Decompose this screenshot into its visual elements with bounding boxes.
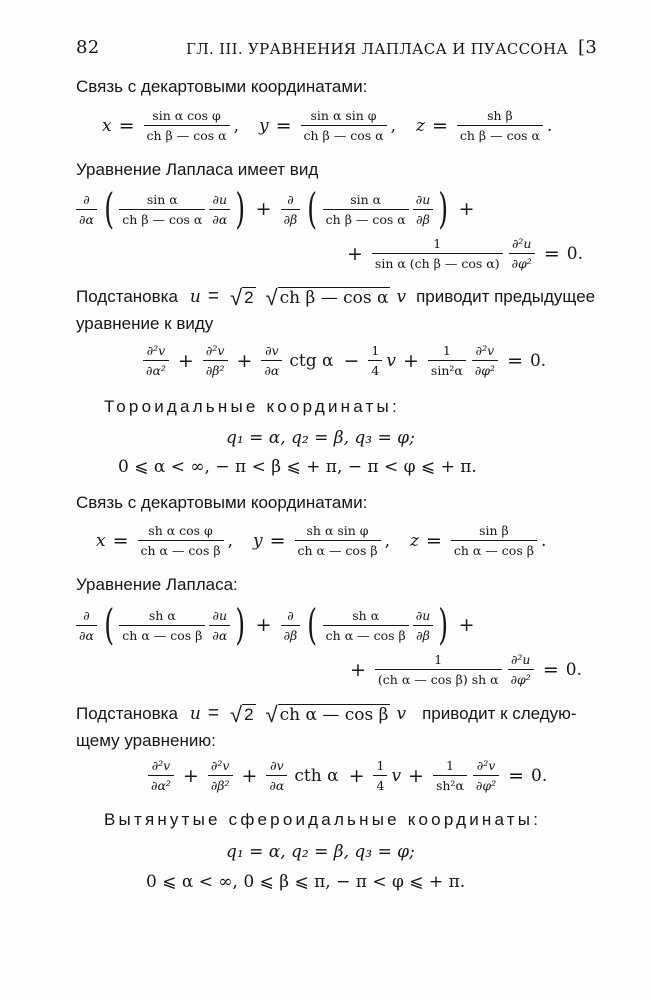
toroidal-heading: Тороидальные координаты: (104, 397, 400, 416)
running-title: ГЛ. III. УРАВНЕНИЯ ЛАПЛАСА И ПУАССОНА (186, 40, 569, 58)
denominator: ch β — cos α (323, 209, 409, 227)
substitution-2-line1: Подстановка u = √ 2 √ ch α — cos β v приводит к следую- (76, 701, 577, 727)
laplace-eq-1-line2: + $\frac{1}{\text{sin α (ch β — cos α)}}$ $\frac{\text{∂²u}}{\text{∂φ²}}$ = 0. (347, 236, 583, 271)
numerator: sin α cos φ (152, 108, 221, 123)
numerator: sh α cos φ (148, 523, 213, 538)
numerator: ( sh α (148, 607, 176, 623)
prolate-ranges: 0 ⩽ α < ∞, 0 ⩽ β ⩽ π, − π < φ ⩽ + π. (146, 872, 466, 892)
sqrt-body: 2 (244, 287, 254, 307)
numerator: ( sh α (352, 607, 380, 623)
cartesian-relations-1: x = $\frac{\text{sin α cos φ}}{\text{ch β — cos α}}$ , y = $\frac{\text{sin α sin φ}}{\text{ch β — cos α}}$ , z = $\frac{\text{sh β}}{\text{ch β — cos α}}$ . (102, 108, 553, 143)
denominator: ch α — cos β (295, 540, 381, 558)
denominator: ch β — cos α (144, 125, 230, 143)
laplace-heading: Уравнение Лапласа имеет вид (76, 160, 319, 179)
denominator: ch α — cos β (138, 540, 224, 558)
reduced-eq-2: $\frac{\text{∂²v}}{\text{∂α²}}$ + $\frac{\text{∂²v}}{\text{∂β²}}$ + $\frac{\partial v}{\partial\alpha}$ cth α + $\frac{1}{4}$ v + $\frac{1}{\text{sh²α}}$ $\frac{\text{∂²v}}{\text{∂φ²}}$ = 0. (146, 758, 547, 793)
fraction (301, 108, 387, 143)
text: Подстановка (76, 704, 178, 723)
cartesian-link-heading: Связь с декартовыми координатами: (76, 77, 368, 96)
section-mark: [3 (578, 37, 598, 58)
numerator: sin α sin φ (310, 108, 377, 123)
denominator: sin α (ch β — cos α) (372, 253, 503, 271)
fraction (144, 108, 230, 143)
toroidal-ranges: 0 ⩽ α < ∞, − π < β ⩽ + π, − π < φ ⩽ + π. (118, 457, 477, 477)
denominator: ch α — cos β (451, 540, 537, 558)
text: приводит предыдущее (416, 287, 596, 306)
laplace-eq-2-line1: $\frac{\partial}{\partial\alpha}$ ( $\frac{\text{sh α}}{\text{ch α — cos β}}$ $\frac{\partial u}{\partial\alpha}$ ) + $\frac{\partial}{\partial\beta}$ ( $\frac{\text{sh α}}{\text{ch α — cos β}}$ $\frac{\partial u}{\partial\beta}$ ) + (74, 604, 480, 646)
denominator: ch β — cos α (119, 209, 205, 227)
sqrt-body: 2 (244, 704, 254, 724)
cartesian-relations-2: x = $\frac{\text{sh α cos φ}}{\text{ch α — cos β}}$ , y = $\frac{\text{sh α sin φ}}{\text{ch α — cos β}}$ , z = $\frac{\text{sin β}}{\text{ch α — cos β}}$ . (96, 523, 547, 558)
toroidal-coordinate-defs: q₁ = α, q₂ = β, q₃ = φ; (226, 428, 415, 448)
prolate-heading: Вытянутые сфероидальные координаты: (104, 810, 542, 829)
laplace-eq-1-line1: $\frac{\partial}{\partial\alpha}$ ( $\frac{\text{sin α}}{\text{ch β — cos α}}$ $\frac{\partial u}{\partial\alpha}$ ) + $\frac{\partial}{\partial\beta}$ ( $\frac{\text{sin α}}{\text{ch β — cos α}}$ $\frac{\partial u}{\partial\beta}$ ) + (74, 188, 480, 230)
substitution-1-line1: Подстановка u = √ 2 √ ch β — cos α v приводит предыдущее (76, 284, 596, 310)
numerator: ( sin α (350, 191, 382, 207)
page-number: 82 (76, 37, 100, 58)
denominator: ch β — cos α (301, 125, 387, 143)
laplace-heading-2: Уравнение Лапласа: (76, 575, 238, 594)
sqrt-body: ch β — cos α (279, 287, 389, 308)
denominator: (ch α — cos β) sh α (375, 669, 502, 687)
sqrt-body: ch α — cos β (279, 704, 389, 725)
substitution-2-line2: щему уравнению: (76, 731, 216, 750)
cartesian-link-heading-2: Связь с декартовыми координатами: (76, 493, 368, 512)
fraction (457, 108, 543, 143)
text: Подстановка (76, 287, 178, 306)
numerator: ( sin α (146, 191, 178, 207)
denominator: ch β — cos α (457, 125, 543, 143)
numerator: sh α sin φ (306, 523, 369, 538)
laplace-eq-2-line2: + $\frac{1}{\text{(ch α — cos β) sh α}}$ $\frac{\text{∂²u}}{\text{∂φ²}}$ = 0. (350, 652, 582, 687)
prolate-coordinate-defs: q₁ = α, q₂ = β, q₃ = φ; (226, 842, 415, 862)
substitution-1-line2: уравнение к виду (76, 314, 214, 333)
numerator: sin β (479, 523, 509, 538)
denominator: ch α — cos β (119, 625, 205, 643)
denominator: ch α — cos β (323, 625, 409, 643)
numerator: sh β (487, 108, 513, 123)
reduced-eq-1: $\frac{\text{∂²v}}{\text{∂α²}}$ + $\frac{\text{∂²v}}{\text{∂β²}}$ + $\frac{\partial v}{\partial\alpha}$ ctg α − $\frac{1}{4}$ v + $\frac{1}{\text{sin²α}}$ $\frac{\text{∂²v}}{\text{∂φ²}}$ = 0. (141, 343, 546, 378)
text: приводит к следую- (422, 704, 577, 723)
